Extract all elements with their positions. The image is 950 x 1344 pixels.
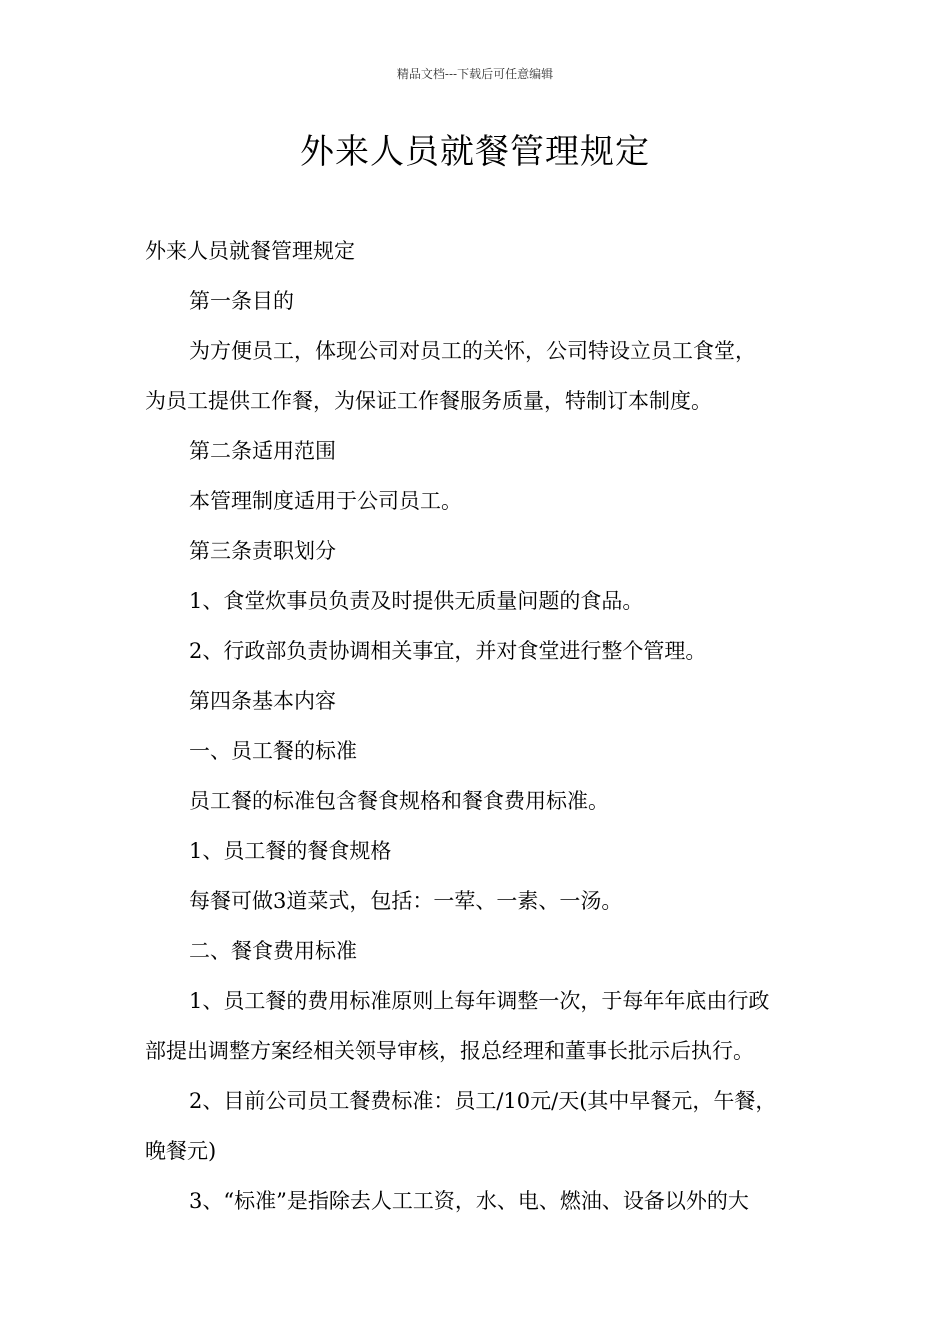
paragraph-line: 外来人员就餐管理规定	[145, 239, 355, 263]
paragraph-line: 为方便员工，体现公司对员工的关怀，公司特设立员工食堂，	[189, 339, 756, 363]
paragraph-line: 二、餐食费用标准	[189, 939, 357, 963]
paragraph-line: 每餐可做3道菜式，包括：一荤、一素、一汤。	[189, 889, 623, 913]
paragraph-line: 2、目前公司员工餐费标准：员工/10元/天(其中早餐元，午餐，	[189, 1089, 777, 1113]
paragraph-line: 晚餐元)	[145, 1139, 217, 1163]
paragraph-line: 第三条责职划分	[189, 539, 336, 563]
paragraph-line: 1、员工餐的餐食规格	[189, 839, 392, 863]
paragraph-line: 本管理制度适用于公司员工。	[189, 489, 462, 513]
paragraph-line: 第四条基本内容	[189, 689, 336, 713]
paragraph-line: 员工餐的标准包含餐食规格和餐食费用标准。	[189, 789, 609, 813]
paragraph-line: 为员工提供工作餐，为保证工作餐服务质量，特制订本制度。	[145, 389, 712, 413]
paragraph-line: 1、员工餐的费用标准原则上每年调整一次，于每年年底由行政	[189, 989, 770, 1013]
paragraph-line: 第一条目的	[189, 289, 294, 313]
paragraph-line: 第二条适用范围	[189, 439, 336, 463]
paragraph-line: 一、员工餐的标准	[189, 739, 357, 763]
header-note: 精品文档---下载后可任意编辑	[396, 67, 554, 81]
document-body	[145, 226, 825, 1226]
document-title: 外来人员就餐管理规定	[300, 132, 650, 172]
paragraph-line: 2、行政部负责协调相关事宜，并对食堂进行整个管理。	[189, 639, 707, 663]
paragraph-line: 部提出调整方案经相关领导审核，报总经理和董事长批示后执行。	[145, 1039, 754, 1063]
paragraph-line: 3、“标准”是指除去人工工资，水、电、燃油、设备以外的大	[189, 1189, 749, 1213]
paragraph-line: 1、食堂炊事员负责及时提供无质量问题的食品。	[189, 589, 644, 613]
